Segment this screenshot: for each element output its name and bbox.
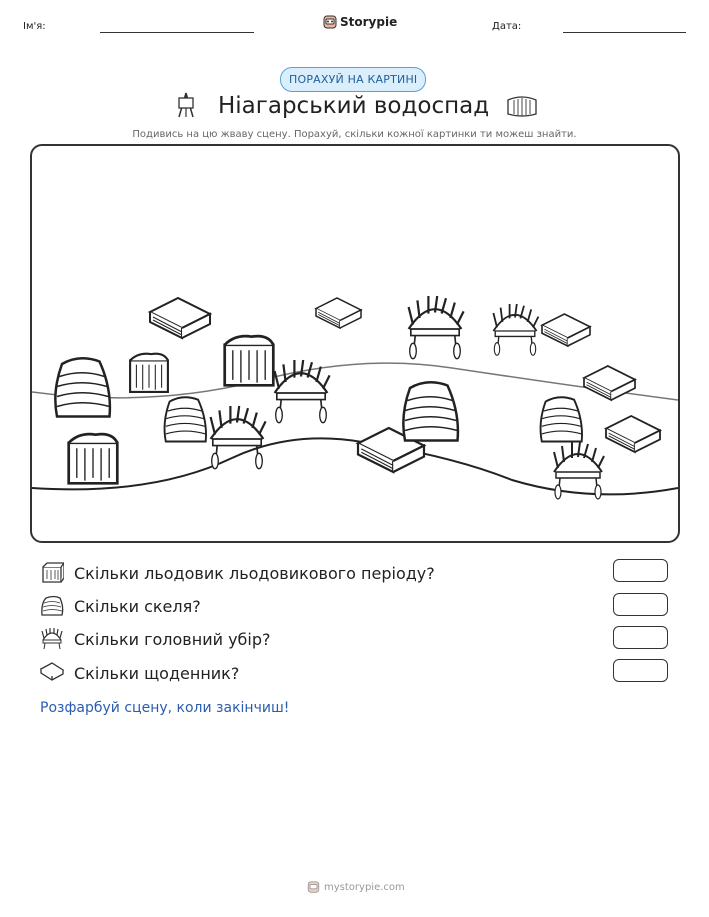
ice-block-icon <box>69 434 118 483</box>
rock-icon <box>541 397 582 441</box>
diary-icon <box>606 416 660 452</box>
question-row <box>40 562 435 584</box>
answer-box[interactable] <box>613 659 668 682</box>
coloring-note: Розфарбуй сцену, коли закінчиш! <box>40 700 290 716</box>
headdress-icon <box>275 360 330 423</box>
rock-icon <box>40 595 64 617</box>
headdress-icon <box>40 628 64 650</box>
name-label: Ім'я: <box>23 21 46 32</box>
headdress-icon <box>409 296 464 359</box>
question-text: Скільки щоденник? <box>74 663 240 683</box>
answer-box[interactable] <box>613 559 668 582</box>
easel-icon <box>176 92 196 118</box>
diary-icon <box>316 298 361 328</box>
storypie-mascot-icon <box>307 880 320 894</box>
headdress-icon <box>211 406 266 469</box>
question-text: Скільки головний убір? <box>74 629 271 649</box>
question-row <box>40 595 201 617</box>
question-row <box>40 662 239 684</box>
answer-box[interactable] <box>613 626 668 649</box>
date-line[interactable] <box>563 32 686 33</box>
name-line[interactable] <box>100 32 254 33</box>
headdress-icon <box>493 304 538 355</box>
diary-icon <box>150 298 210 338</box>
diary-icon <box>542 314 590 346</box>
page-title: Ніагарський водоспад <box>218 93 490 119</box>
headdress-icon <box>554 442 604 499</box>
count-badge: ПОРАХУЙ НА КАРТИНІ <box>280 67 426 92</box>
rock-icon <box>165 397 206 441</box>
instructions: Подивись на цю жваву сцену. Порахуй, скільки кожної картинки ти можеш знайти. <box>132 129 577 140</box>
ice-block-icon <box>40 562 64 584</box>
question-text: Скільки льодовик льодовикового періоду? <box>74 563 435 583</box>
brand-logo <box>323 14 397 30</box>
site-url: mystorypie.com <box>324 881 405 893</box>
date-label: Дата: <box>492 21 522 32</box>
ice-block-icon <box>130 354 168 392</box>
scene-frame <box>30 144 680 543</box>
rock-icon <box>55 358 110 416</box>
storypie-mascot-icon <box>323 14 337 30</box>
waterfall-icon <box>506 94 538 118</box>
brand-name: Storypie <box>340 15 398 29</box>
scene-illustration <box>32 146 678 541</box>
ice-block-icon <box>225 336 274 385</box>
question-text: Скільки скеля? <box>74 596 201 616</box>
diary-icon <box>584 366 635 400</box>
rock-icon <box>403 382 458 440</box>
diary-icon <box>40 662 64 684</box>
question-row <box>40 628 271 650</box>
site-footer <box>307 880 405 894</box>
answer-box[interactable] <box>613 593 668 616</box>
